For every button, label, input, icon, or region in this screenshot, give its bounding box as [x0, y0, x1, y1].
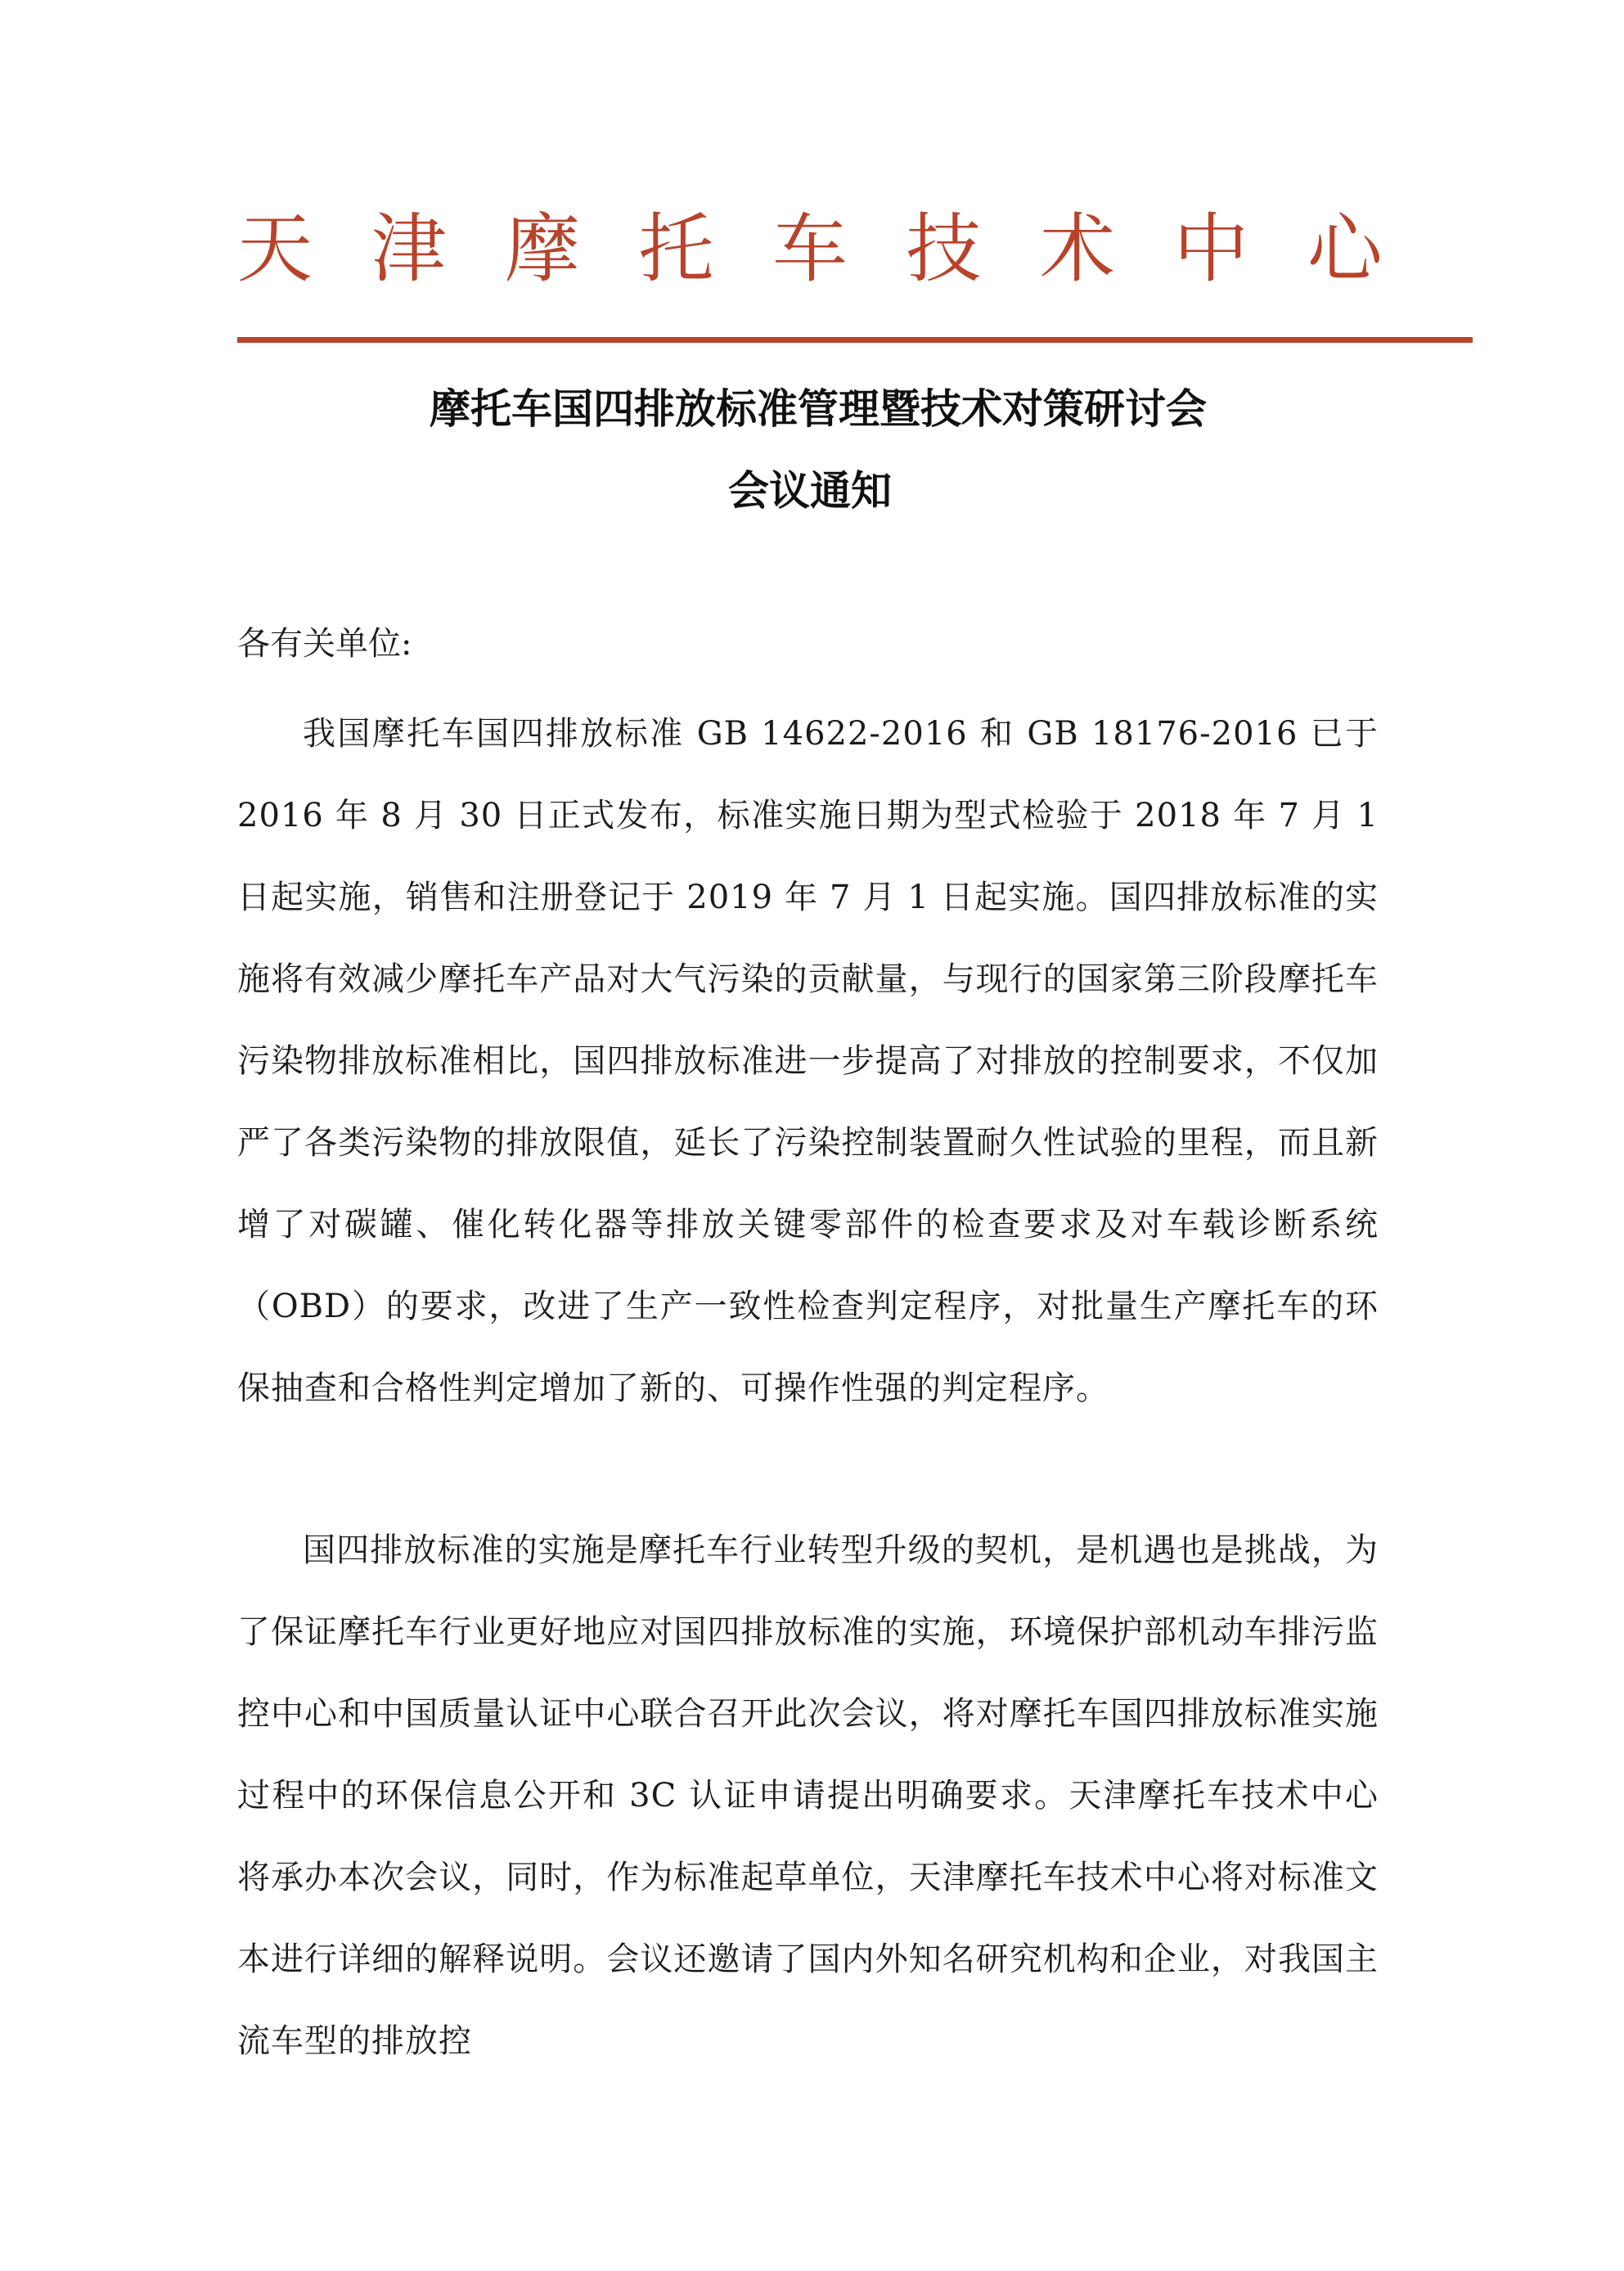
letterhead-char: 中	[1173, 205, 1249, 293]
body-paragraph: 国四排放标准的实施是摩托车行业转型升级的契机，是机遇也是挑战，为了保证摩托车行业更好地应对国四排放标准的实施，环境保护部机动车排污监控中心和中国质量认证中心联合召开此次会议，将对摩托车国四排放标准实施过程中的环保信息公开和 3C 认证申请提出明确要求。天津摩托车技术中心将承办本次会议，同时，作为标准起草单位，天津摩托车技术中心将对标准文本进行详细的解释说明。会议还邀请了国内外知名研究机构和企业，对我国主流车型的排放控	[237, 1531, 1379, 2060]
body-paragraph: 我国摩托车国四排放标准 GB 14622-2016 和 GB 18176-2016 已于 2016 年 8 月 30 日正式发布，标准实施日期为型式检验于 2018 年 7 月 1 日起实施，销售和注册登记于 2019 年 7 月 1 日起实施。国四排放标准的实施将有效减少摩托车产品对大气污染的贡献量，与现行的国家第三阶段摩托车污染物排放标准相比，国四排放标准进一步提高了对排放的控制要求，不仅加严了各类污染物的排放限值，延长了污染控制装置耐久性试验的里程，而且新增了对碳罐、催化转化器等排放关键零部件的检查要求及对车载诊断系统（OBD）的要求，改进了生产一致性检查判定程序，对批量生产摩托车的环保抽查和合格性判定增加了新的、可操作性强的判定程序。	[237, 715, 1379, 1407]
notice-title: 摩托车国四排放标准管理暨技术对策研讨会	[430, 385, 1207, 433]
salutation: 各有关单位:	[237, 625, 412, 663]
notice-subtitle: 会议通知	[728, 467, 892, 515]
letterhead-divider	[237, 337, 1473, 343]
letterhead-char: 心	[1307, 205, 1383, 293]
letterhead-char: 津	[371, 205, 447, 293]
letterhead-char: 天	[237, 205, 313, 293]
letterhead-char: 技	[906, 205, 982, 293]
letterhead-char: 摩	[504, 205, 580, 293]
letterhead-char: 托	[638, 205, 714, 293]
letterhead-char: 术	[1039, 205, 1115, 293]
letterhead-char: 车	[772, 205, 848, 293]
letterhead	[237, 200, 1383, 299]
